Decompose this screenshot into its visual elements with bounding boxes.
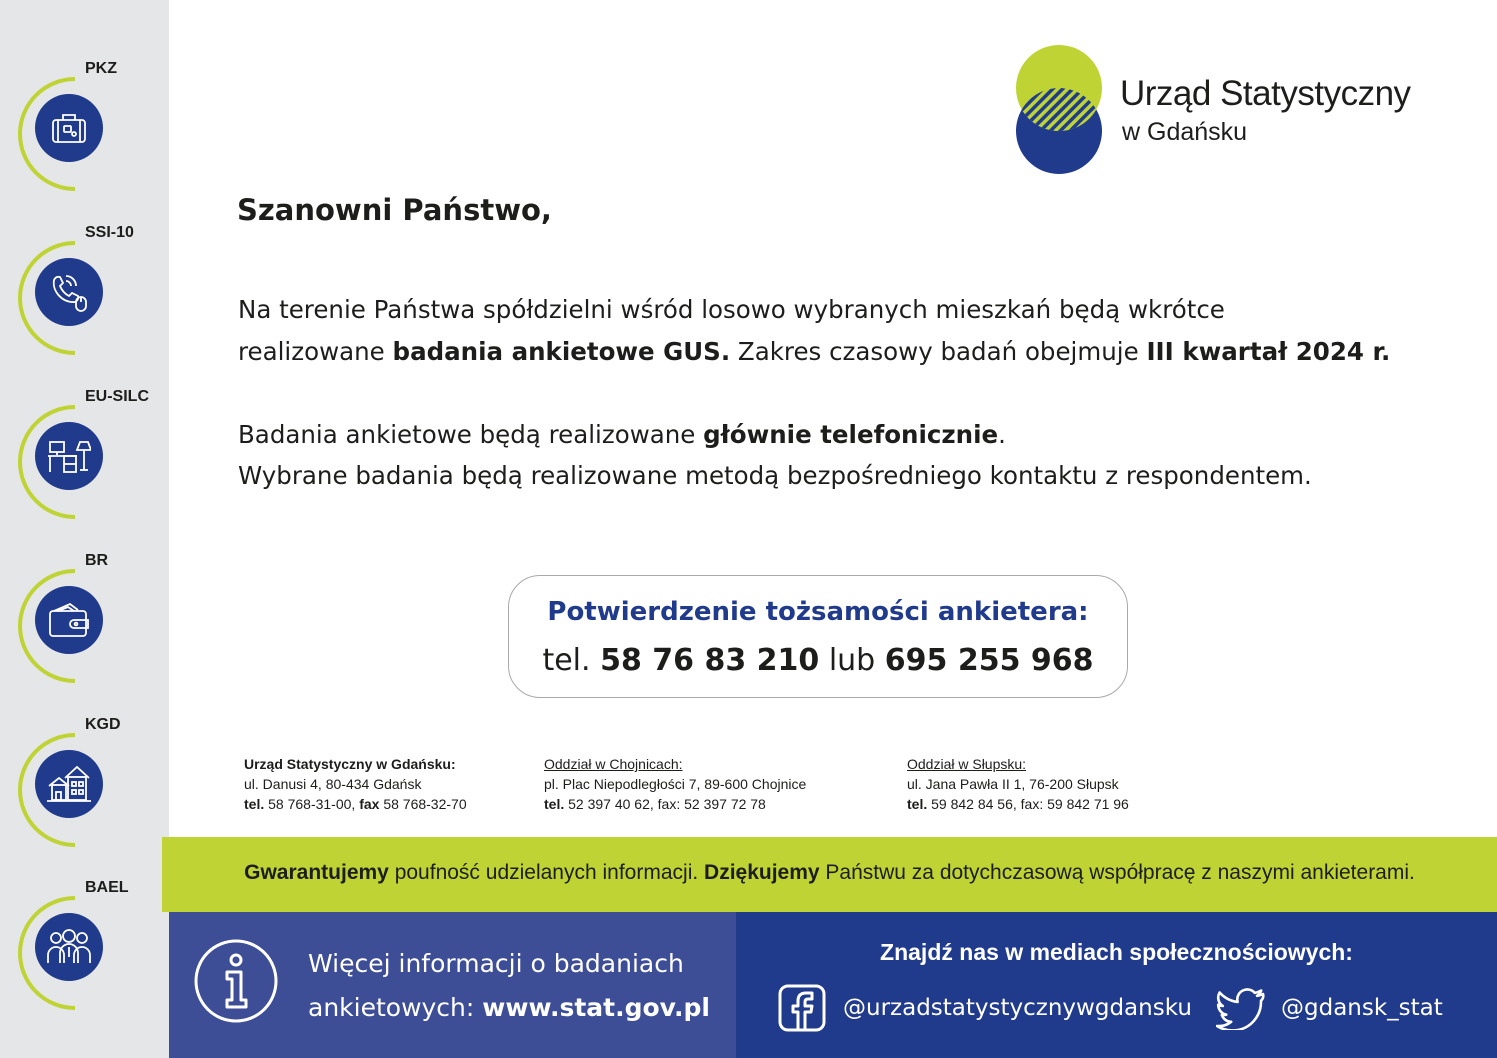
phone-number-1[interactable]: 58 76 83 210	[600, 643, 820, 678]
text-span: Badania ankietowe będą realizowane	[238, 420, 704, 449]
survey-label: PKZ	[85, 60, 117, 77]
confirmation-phones	[509, 643, 1127, 678]
tel-label: tel.	[244, 796, 265, 812]
survey-label: BAEL	[85, 879, 129, 896]
survey-sidebar	[0, 0, 169, 1058]
tel-value: 59 842 84 56, fax: 59 842 71 96	[927, 796, 1129, 812]
office-address: ul. Jana Pawła II 1, 76-200 Słupsk	[907, 776, 1119, 792]
facebook-icon[interactable]	[778, 984, 826, 1032]
tel-label: tel.	[907, 796, 928, 812]
website-link[interactable]: www.stat.gov.pl	[482, 993, 710, 1022]
info-icon	[193, 938, 279, 1024]
survey-emphasis: badania ankietowe GUS.	[392, 337, 731, 366]
tel-value: 52 397 40 62, fax: 52 397 72 78	[564, 796, 766, 812]
survey-bael	[0, 879, 169, 1029]
fax-label: fax	[359, 796, 380, 812]
phone-joiner: lub	[819, 643, 885, 678]
text-span: ankietowych:	[308, 993, 483, 1022]
more-info-text	[308, 942, 710, 1030]
text-span: .	[998, 420, 1006, 449]
office-chojnice	[544, 754, 806, 814]
paragraph-1-line-1: Na terenie Państwa spółdzielni wśród losowo wybranych mieszkań będą wkrótce	[238, 295, 1225, 324]
office-slupsk	[907, 754, 1129, 814]
period-emphasis: III kwartał 2024 r.	[1146, 337, 1391, 366]
survey-kgd	[0, 716, 169, 866]
method-emphasis: głównie telefonicznie	[703, 420, 999, 449]
identity-confirmation-box	[508, 575, 1128, 698]
desk-lamp-icon	[35, 422, 103, 490]
office-address: ul. Danusi 4, 80-434 Gdańsk	[244, 776, 422, 792]
confirmation-title: Potwierdzenie tożsamości ankietera:	[547, 597, 1089, 627]
paragraph-1-line-2	[238, 337, 1390, 366]
logo-title: Urząd Statystyczny	[1120, 74, 1411, 113]
tel-label: tel.	[544, 796, 565, 812]
survey-label: KGD	[85, 716, 121, 733]
office-name: Urząd Statystyczny w Gdańsku:	[244, 756, 456, 772]
survey-ssi-10	[0, 224, 169, 374]
guarantee-emphasis: Gwarantujemy	[244, 861, 389, 884]
paragraph-2-line-2: Wybrane badania będą realizowane metodą bezpośredniego kontaktu z respondentem.	[238, 461, 1312, 490]
office-address: pl. Plac Niepodległości 7, 89-600 Chojnice	[544, 776, 807, 792]
office-name: Oddział w Słupsku:	[907, 756, 1027, 772]
info-line-2	[308, 986, 710, 1030]
survey-br	[0, 552, 169, 702]
office-contact	[244, 794, 467, 814]
office-logo-mark	[1015, 45, 1105, 175]
thanks-emphasis: Dziękujemy	[704, 861, 820, 884]
office-contact	[544, 794, 806, 814]
text-span: Państwu za dotychczasową współpracę z naszymi ankieterami.	[819, 861, 1415, 884]
survey-eu-silc	[0, 388, 169, 538]
wallet-icon	[35, 586, 103, 654]
office-name: Oddział w Chojnicach:	[544, 756, 683, 772]
office-gdansk	[244, 754, 467, 814]
survey-pkz	[0, 60, 169, 210]
letter-greeting: Szanowni Państwo,	[237, 193, 552, 227]
tel-value: 58 768-31-00,	[264, 796, 360, 812]
tel-prefix: tel.	[542, 643, 601, 678]
logo-subtitle: w Gdańsku	[1122, 118, 1248, 146]
houses-icon	[35, 750, 103, 818]
text-span: poufność udzielanych informacji.	[388, 861, 705, 884]
survey-label: SSI-10	[85, 224, 134, 241]
survey-label: EU-SILC	[85, 388, 149, 405]
twitter-handle[interactable]: @gdansk_stat	[1281, 995, 1443, 1021]
social-title: Znajdź nas w mediach społecznościowych:	[880, 939, 1353, 965]
more-info-panel	[169, 912, 736, 1058]
guarantee-text	[162, 861, 1497, 885]
phone-number-2[interactable]: 695 255 968	[884, 643, 1094, 678]
people-icon	[35, 913, 103, 981]
social-media-panel	[736, 912, 1497, 1058]
suitcase-icon	[35, 94, 103, 162]
twitter-icon[interactable]	[1216, 988, 1266, 1030]
phone-mouse-icon	[35, 258, 103, 326]
paragraph-2-line-1	[238, 420, 1006, 449]
text-span: Zakres czasowy badań obejmuje	[730, 337, 1147, 366]
survey-label: BR	[85, 552, 109, 569]
fax-value: 58 768-32-70	[379, 796, 467, 812]
facebook-handle[interactable]: @urzadstatystycznywgdansku	[843, 995, 1192, 1021]
info-line-1: Więcej informacji o badaniach	[308, 949, 684, 978]
office-contact	[907, 794, 1129, 814]
text-span: realizowane	[238, 337, 393, 366]
guarantee-banner	[162, 837, 1497, 912]
